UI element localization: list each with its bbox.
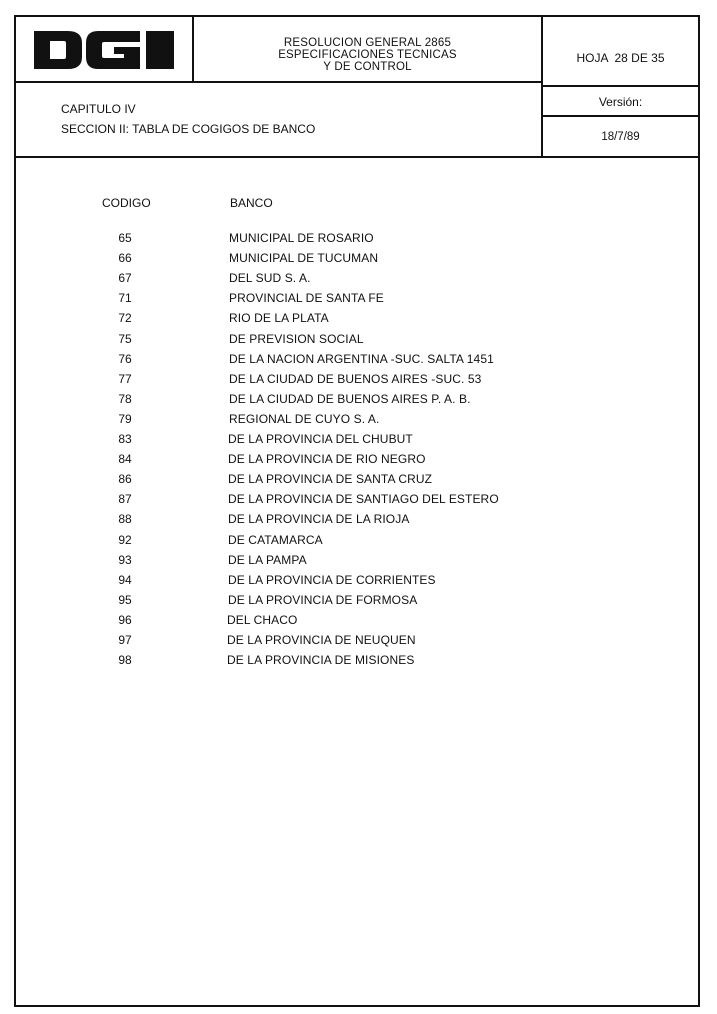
bank-code: 87 — [118, 492, 132, 507]
table-row — [0, 512, 700, 532]
bank-name: MUNICIPAL DE ROSARIO — [229, 231, 374, 245]
title-cell — [194, 17, 543, 83]
bank-code: 94 — [118, 572, 132, 587]
bank-name: DE LA PROVINCIA DE NEUQUEN — [227, 633, 416, 647]
table-row — [0, 392, 700, 412]
version-cell — [543, 87, 698, 117]
bank-code: 83 — [118, 432, 132, 446]
table-row — [0, 372, 700, 392]
table-row — [0, 231, 700, 251]
bank-code: 76 — [118, 351, 132, 366]
bank-code: 78 — [118, 391, 132, 406]
table-row — [0, 332, 700, 352]
table-row — [0, 533, 700, 553]
bank-code: 88 — [118, 512, 132, 527]
title-line: RESOLUCION GENERAL 2865 — [283, 37, 452, 49]
bank-name: DE PREVISION SOCIAL — [229, 331, 364, 346]
bank-code: 95 — [118, 592, 132, 607]
bank-code: 67 — [118, 271, 132, 286]
chapter-cell — [16, 83, 543, 156]
bank-name: DE LA PROVINCIA DE RIO NEGRO — [228, 452, 426, 467]
title-line: Y DE CONTROL — [323, 61, 412, 73]
table-row — [0, 352, 700, 372]
version-label: Versión: — [598, 95, 643, 109]
bank-name: DE LA PROVINCIA DE FORMOSA — [228, 592, 418, 607]
table-row — [0, 553, 700, 573]
column-header-code: CODIGO — [102, 196, 151, 210]
bank-name: PROVINCIAL DE SANTA FE — [229, 291, 384, 306]
table-row — [0, 311, 700, 331]
bank-code: 72 — [118, 311, 132, 326]
bank-name: DE LA PROVINCIA DE LA RIOJA — [228, 512, 410, 527]
bank-name: RIO DE LA PLATA — [229, 311, 329, 326]
bank-code: 98 — [118, 653, 132, 668]
table-row — [0, 472, 700, 492]
bank-code: 92 — [118, 532, 132, 547]
bank-code: 79 — [118, 411, 132, 426]
chapter-label: CAPITULO IV — [61, 102, 136, 116]
table-row — [0, 432, 700, 452]
bank-code: 75 — [118, 331, 132, 346]
document-title — [194, 37, 541, 73]
bank-name: DE LA NACION ARGENTINA -SUC. SALTA 1451 — [229, 351, 494, 366]
dgi-logo — [32, 27, 178, 73]
bank-name: DE LA PROVINCIA DEL CHUBUT — [228, 432, 413, 446]
bank-code: 97 — [118, 633, 132, 647]
bank-name: DE LA CIUDAD DE BUENOS AIRES -SUC. 53 — [229, 371, 482, 386]
bank-name: DE LA PROVINCIA DE MISIONES — [227, 653, 415, 668]
table-row — [0, 613, 700, 633]
bank-code: 77 — [118, 371, 132, 386]
bank-name: MUNICIPAL DE TUCUMAN — [229, 251, 379, 266]
bank-code: 86 — [118, 472, 132, 487]
bank-name: DE LA PROVINCIA DE CORRIENTES — [228, 572, 436, 587]
title-line: ESPECIFICACIONES TECNICAS — [278, 49, 457, 61]
bank-code: 66 — [118, 251, 132, 266]
bank-name: DE LA PROVINCIA DE SANTIAGO DEL ESTERO — [228, 492, 499, 507]
logo-cell — [16, 17, 194, 83]
column-header-bank: BANCO — [230, 196, 273, 210]
bank-name: DEL SUD S. A. — [229, 271, 311, 286]
date-cell — [543, 117, 698, 156]
bank-code: 84 — [118, 452, 132, 467]
table-row — [0, 633, 700, 653]
section-label: SECCION II: TABLA DE COGIGOS DE BANCO — [61, 122, 316, 136]
table-row — [0, 653, 700, 673]
bank-name: DE LA PAMPA — [228, 552, 307, 567]
bank-code: 96 — [118, 612, 132, 627]
table-row — [0, 452, 700, 472]
table-row — [0, 412, 700, 432]
table-row — [0, 492, 700, 512]
table-row — [0, 291, 700, 311]
document-header — [16, 17, 698, 158]
bank-name: DEL CHACO — [227, 612, 298, 627]
table-row — [0, 251, 700, 271]
table-row — [0, 593, 700, 613]
bank-code: 93 — [118, 552, 132, 567]
bank-name: DE CATAMARCA — [228, 532, 323, 547]
version-date: 18/7/89 — [601, 131, 640, 143]
sheet-cell — [543, 17, 698, 87]
bank-name: REGIONAL DE CUYO S. A. — [229, 411, 380, 426]
sheet-number: HOJA 28 DE 35 — [576, 51, 665, 65]
table-row — [0, 271, 700, 291]
bank-name: DE LA PROVINCIA DE SANTA CRUZ — [228, 472, 433, 487]
bank-code: 71 — [118, 291, 132, 306]
bank-code: 65 — [118, 231, 132, 245]
bank-name: DE LA CIUDAD DE BUENOS AIRES P. A. B. — [229, 391, 471, 406]
table-row — [0, 573, 700, 593]
